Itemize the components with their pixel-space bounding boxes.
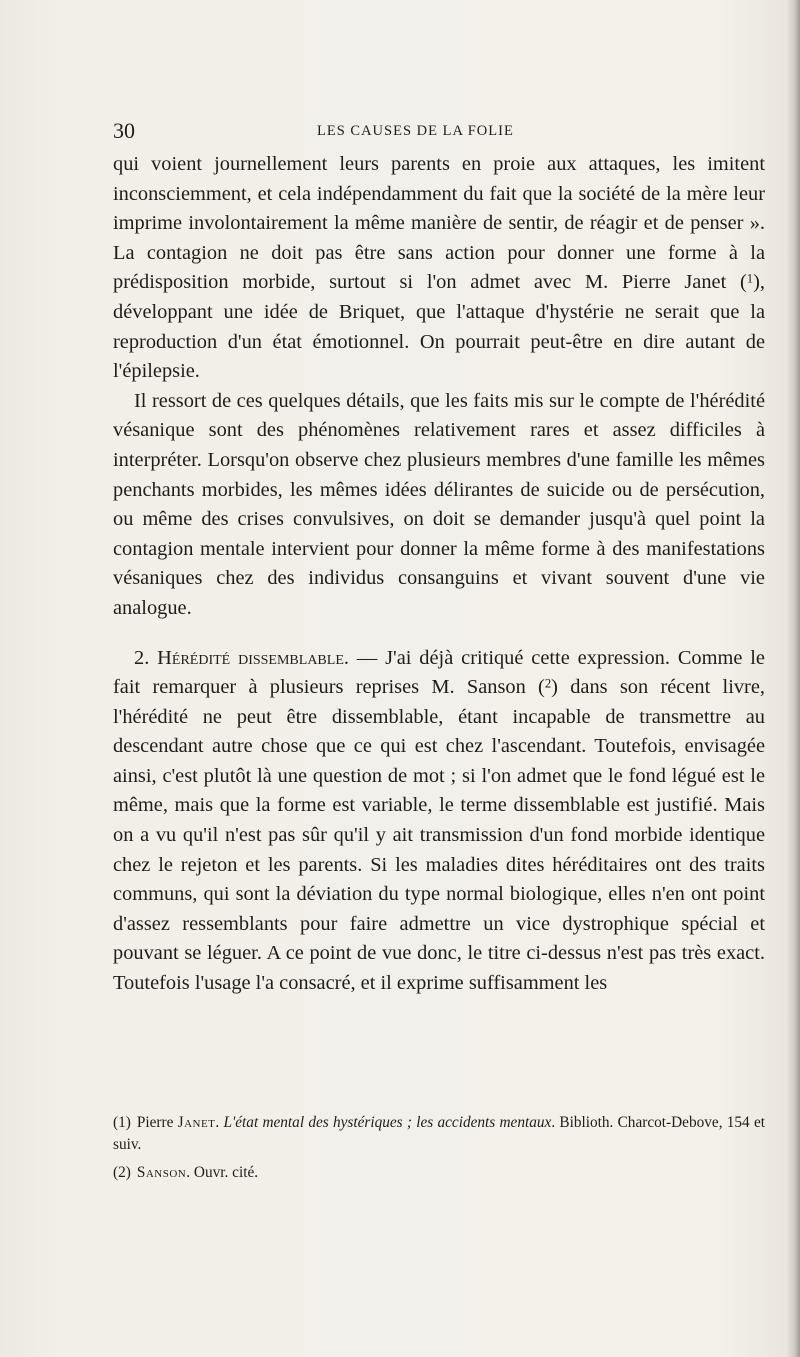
running-head — [113, 116, 763, 146]
footnote-title: L'état mental des hystériques ; les accidents mentaux — [223, 1114, 552, 1131]
footnote-author: Sanson — [136, 1164, 187, 1181]
paragraph-3-lead: — J'ai déjà critiqué cette expression. Comme le fait remarquer à plusieurs reprises M. Sanson ( — [113, 646, 765, 699]
paragraph-1-tail: ), développant une idée de Briquet, que l'attaque d'hystérie ne serait que la reproduction d'un état émotionnel. On pourrait peut-être en dire autant de l'épilepsie. — [113, 271, 765, 383]
paragraph-3-text: ) dans son récent livre, l'hérédité ne peut être dissemblable, étant incapable de transmettre au descendant autre chose que ce qui est chez l'ascendant. Toutefois, envisagée ainsi, c'est plutôt là une question de mot ; si l'on admet que le fond légué est le même, mais que la forme est variable, le terme dissemblable est justifié. Mais on a vu qu'il n'est pas sûr qu'il y ait transmission d'un fond morbide identique chez le rejeton et les parents. Si les maladies dites héréditaires ont des traits communs, qui sont la déviation du type normal biologique, elles n'en ont point d'assez ressemblants pour faire admettre un vice dystrophique spécial et pouvant se léguer. A ce point de vue donc, le titre ci-dessus n'est pas très exact. Toutefois l'usage l'a consacré, et il exprime suffisamment les — [113, 676, 765, 995]
footnotes — [113, 1112, 765, 1184]
paragraph-2: Il ressort de ces quelques détails, que les faits mis sur le compte de l'hérédité vésanique sont des phénomènes relativement rares et assez difficiles à interpréter. Lorsqu'on observe chez plusieurs membres d'une famille les mêmes penchants morbides, les mêmes idées délirantes de suicide ou de persécution, ou même des crises convulsives, on doit se demander jusqu'à quel point la contagion mentale intervient pour donner la même forme à des manifestations vésaniques chez des individus consanguins et vivant souvent d'une vie analogue. — [113, 389, 765, 619]
running-title: LES CAUSES DE LA FOLIE — [317, 123, 514, 139]
footnote-rest: . Biblioth. Charcot-Debove, 154 et suiv. — [113, 1114, 765, 1153]
footnote-number: (1) — [113, 1114, 131, 1131]
paragraph-1-text: qui voient journellement leurs parents en proie aux attaques, les imitent inconsciemment, et cela indépendamment du fait que la société de la mère leur imprime involontairement la même manière de sentir, de réagir et de penser ». La contagion ne doit pas être sans action pour donner une forme à la prédisposition morbide, surtout si l'on admet avec M. Pierre Janet ( — [113, 153, 765, 294]
paragraph-3 — [113, 644, 765, 999]
paragraph-1 — [113, 150, 765, 387]
page-edge-shadow — [786, 0, 800, 1357]
footnote-sep: . — [186, 1164, 194, 1181]
footnote-lead: Pierre — [136, 1114, 178, 1131]
section-heading: 2. Hérédité dissemblable. — [134, 646, 349, 669]
body-text — [113, 150, 765, 999]
footnote-sep: . — [215, 1114, 224, 1131]
footnote-number: (2) — [113, 1164, 131, 1181]
footnote-rest: Ouvr. cité. — [193, 1164, 259, 1181]
footnote-2 — [113, 1162, 765, 1184]
footnote-1 — [113, 1112, 765, 1156]
footnote-author: Janet — [177, 1114, 216, 1131]
footnote-ref-1: 1 — [746, 271, 754, 286]
footnote-ref-2: 2 — [544, 676, 552, 691]
page-number: 30 — [113, 118, 135, 143]
